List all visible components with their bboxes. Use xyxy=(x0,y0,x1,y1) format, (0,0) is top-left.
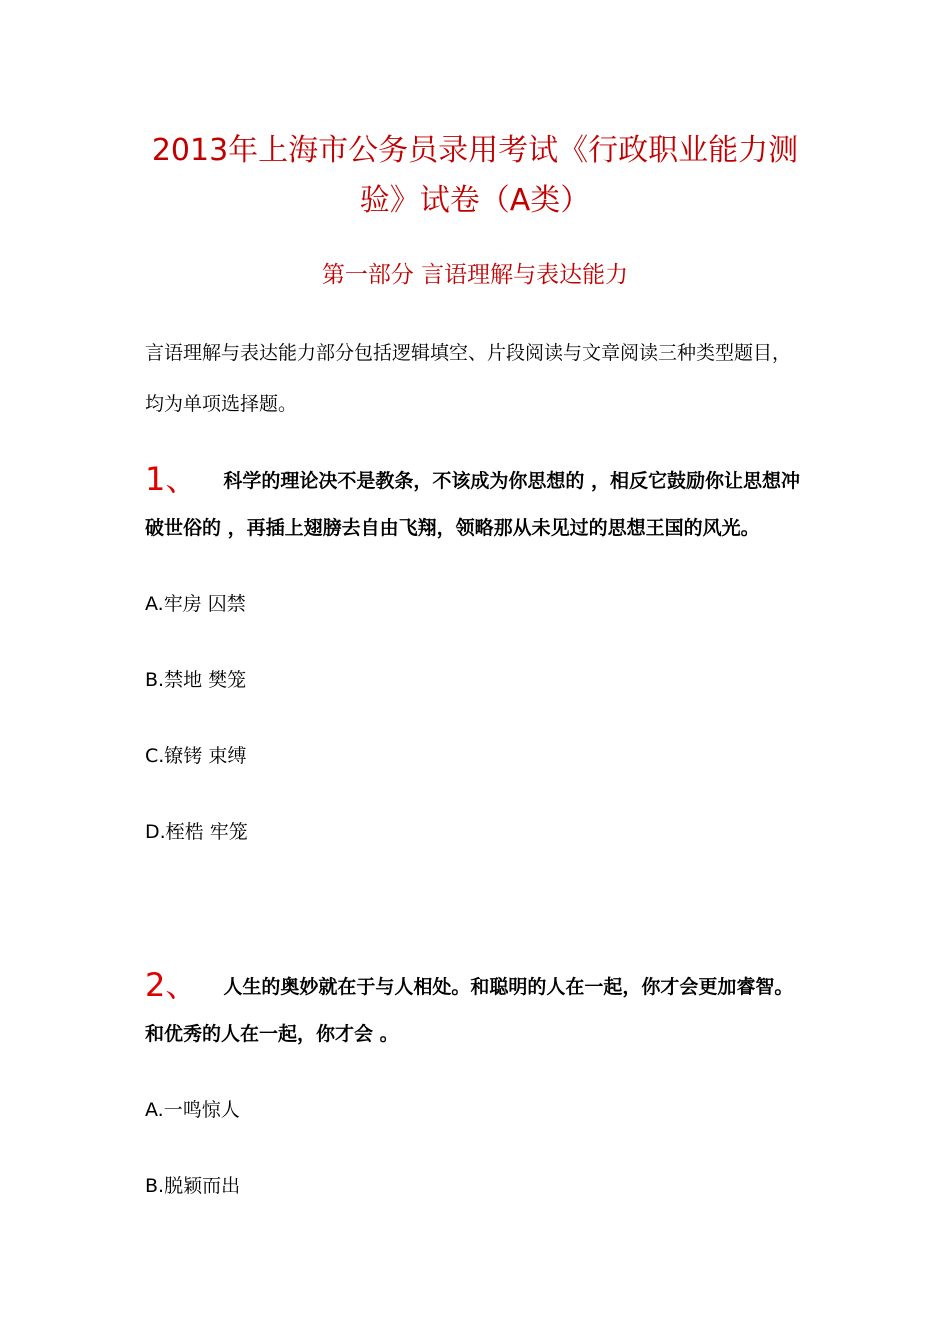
question-1-text-line-1 xyxy=(145,460,800,498)
question-1-option-b[interactable]: B.禁地 樊笼 xyxy=(145,669,247,691)
question-2-stem-part-1: 人生的奥妙就在于与人相处。和聪明的人在一起，你才会更加睿智。 xyxy=(223,976,794,998)
question-2-option-a[interactable]: A.一鸣惊人 xyxy=(145,1099,240,1121)
question-1-stem-part-1: 科学的理论决不是教条，不该成为你思想的 ，相反它鼓励你让思想冲 xyxy=(223,470,800,492)
section-heading: 第一部分 言语理解与表达能力 xyxy=(321,262,629,288)
document-title-line-1: 2013年上海市公务员录用考试《行政职业能力测 xyxy=(151,133,799,168)
question-1-option-d[interactable]: D.桎梏 牢笼 xyxy=(145,821,248,843)
document-title-line-2: 验》试卷（A类） xyxy=(359,183,591,218)
intro-text-line-1: 言语理解与表达能力部分包括逻辑填空、片段阅读与文章阅读三种类型题目， xyxy=(145,342,792,364)
question-2-text-line-2: 和优秀的人在一起，你才会 。 xyxy=(145,1023,399,1045)
question-1-number: 1、 xyxy=(145,460,198,498)
question-2-option-b[interactable]: B.脱颖而出 xyxy=(145,1175,241,1197)
question-2-text-line-1 xyxy=(145,966,794,1004)
question-2-number: 2、 xyxy=(145,966,198,1004)
question-1-option-a[interactable]: A.牢房 囚禁 xyxy=(145,593,246,615)
question-1-text-line-2: 破世俗的 ，再插上翅膀去自由飞翔，领略那从未见过的思想王国的风光。 xyxy=(145,517,760,539)
question-1-option-c[interactable]: C.镣铐 束缚 xyxy=(145,745,247,767)
intro-text-line-2: 均为单项选择题。 xyxy=(145,393,298,415)
